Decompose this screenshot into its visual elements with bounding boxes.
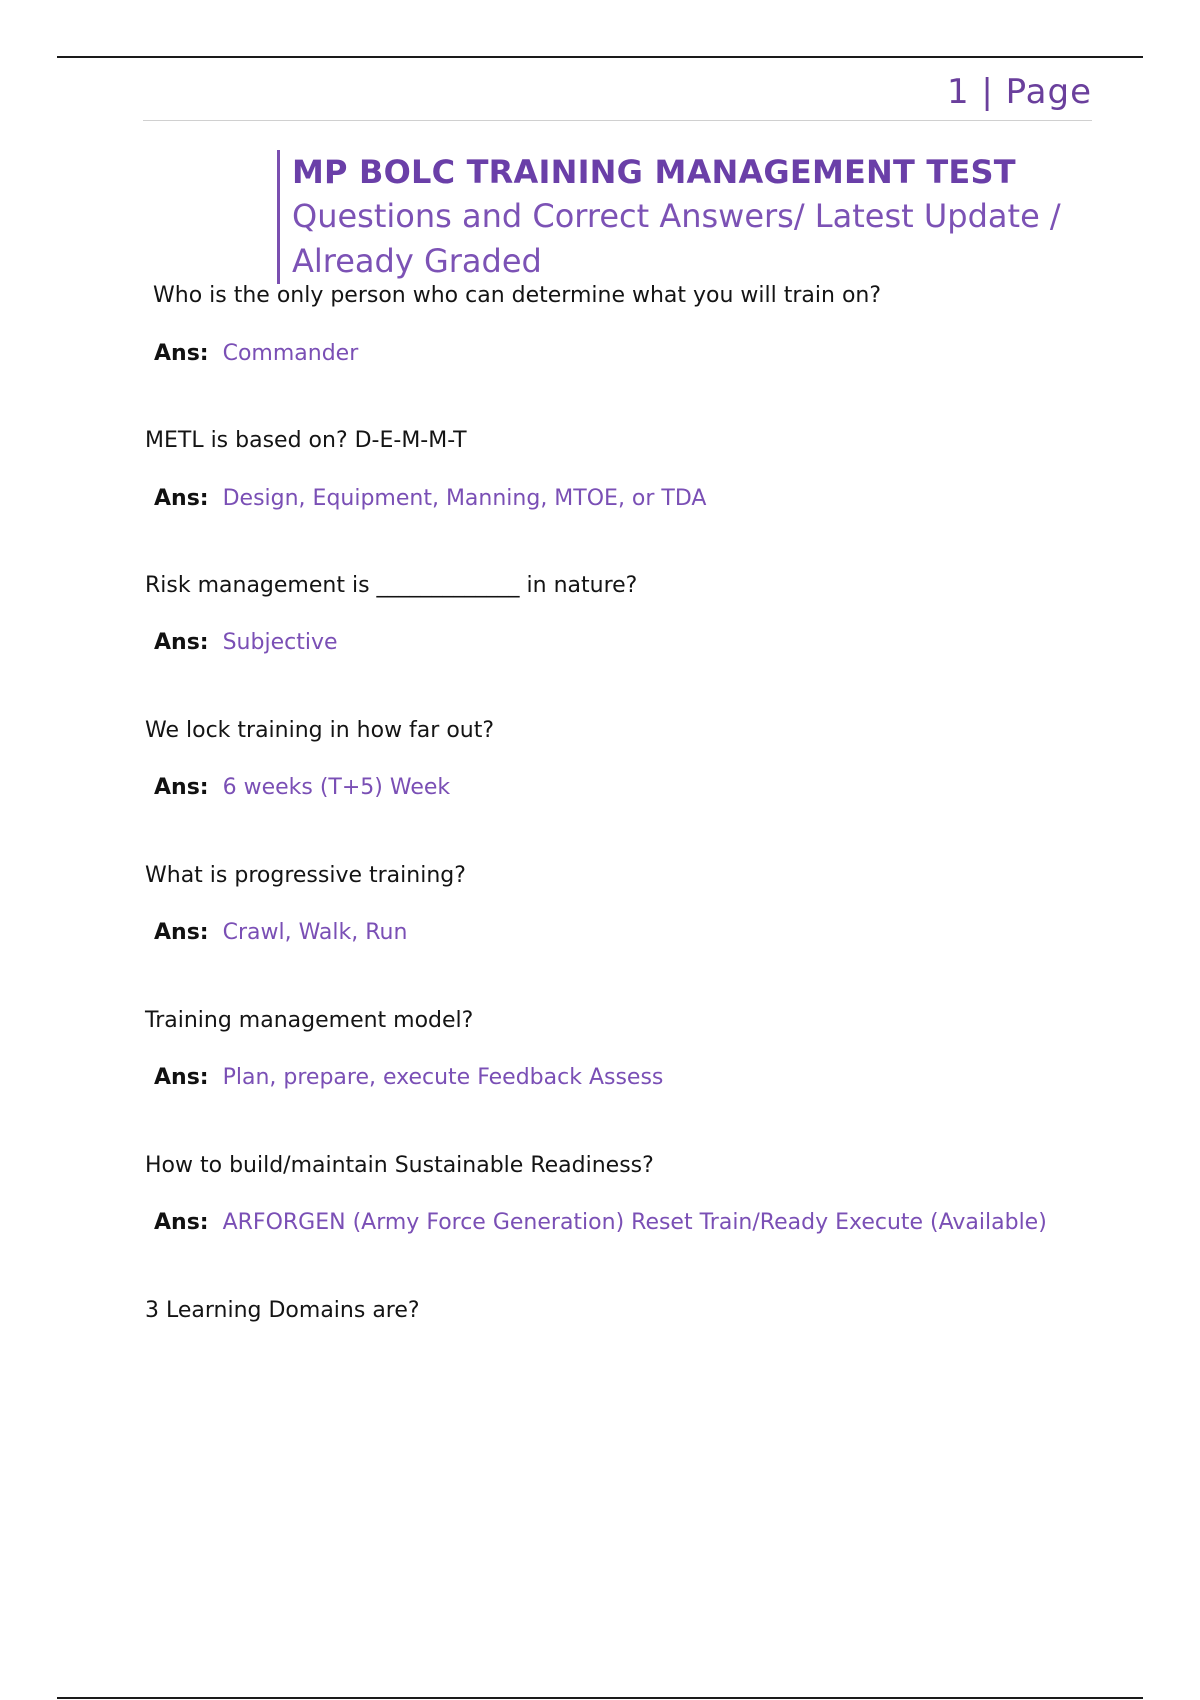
answer-text: Plan, prepare, execute Feedback Assess — [222, 1065, 664, 1090]
question-8: 3 Learning Domains are? — [145, 1298, 420, 1323]
answer-label: Ans: — [154, 486, 209, 511]
document-title-block — [277, 150, 1092, 284]
answer-label: Ans: — [154, 920, 209, 945]
answer-label: Ans: — [154, 775, 209, 800]
answer-text: Design, Equipment, Manning, MTOE, or TDA — [222, 486, 707, 511]
question-6: Training management model? — [145, 1008, 474, 1033]
question-5: What is progressive training? — [145, 863, 466, 888]
answer-text: Subjective — [222, 630, 338, 655]
document-subtitle-line-2: Already Graded — [292, 242, 542, 280]
document-title: MP BOLC TRAINING MANAGEMENT TEST — [292, 153, 1016, 191]
top-rule — [57, 56, 1143, 58]
answer-label: Ans: — [154, 1065, 209, 1090]
question-4: We lock training in how far out? — [145, 718, 495, 743]
page-number: 1 | Page — [946, 72, 1092, 112]
answer-4 — [154, 775, 450, 800]
answer-3 — [154, 630, 338, 655]
bottom-rule — [57, 1697, 1143, 1699]
question-7: How to build/maintain Sustainable Readiness? — [145, 1153, 654, 1178]
answer-label: Ans: — [154, 630, 209, 655]
document-subtitle-line-1: Questions and Correct Answers/ Latest Update / — [292, 197, 1061, 235]
answer-1 — [154, 341, 358, 366]
answer-text: 6 weeks (T+5) Week — [222, 775, 451, 800]
question-3: Risk management is _____________ in nature? — [145, 573, 638, 598]
answer-text: ARFORGEN (Army Force Generation) Reset Train/Ready Execute (Available) — [222, 1210, 1047, 1235]
answer-2 — [154, 486, 706, 511]
answer-text: Commander — [222, 341, 359, 366]
page-header — [143, 72, 1092, 121]
answer-7 — [154, 1210, 1047, 1235]
answer-text: Crawl, Walk, Run — [222, 920, 408, 945]
answer-5 — [154, 920, 407, 945]
question-1: Who is the only person who can determine what you will train on? — [153, 283, 882, 308]
answer-6 — [154, 1065, 663, 1090]
answer-label: Ans: — [154, 1210, 209, 1235]
answer-label: Ans: — [154, 341, 209, 366]
question-2: METL is based on? D-E-M-M-T — [145, 428, 467, 453]
